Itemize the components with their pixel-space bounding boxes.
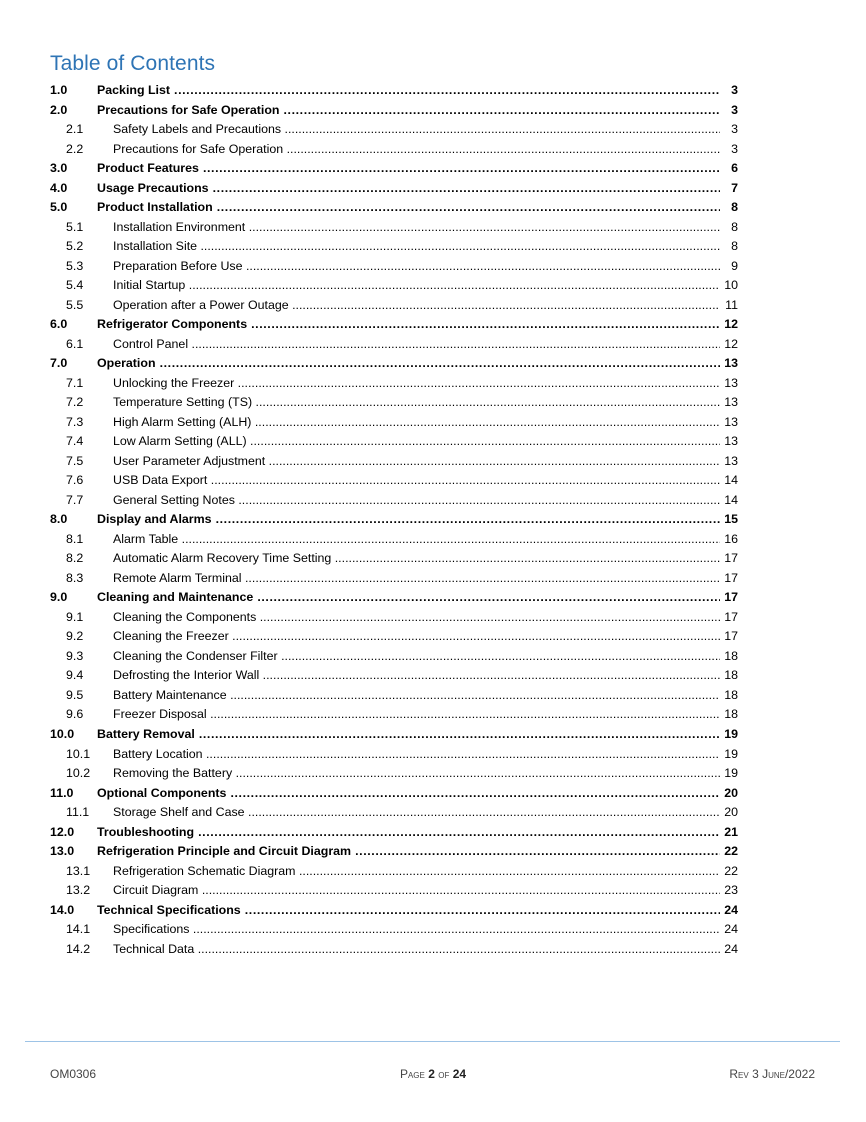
toc-entry-label: Preparation Before Use ..... xyxy=(113,257,720,277)
toc-entry-page: 13 xyxy=(724,434,738,449)
toc-entry-number: 4.0 xyxy=(50,180,68,195)
toc-entry-number: 6.1 xyxy=(66,336,84,351)
toc-entry-label: Specifications ..... xyxy=(113,920,720,940)
toc-entry[interactable] xyxy=(50,666,738,686)
toc-entry-page: 16 xyxy=(724,531,738,546)
toc-entry-number: 2.0 xyxy=(50,102,68,117)
toc-entry[interactable] xyxy=(50,276,738,296)
toc-entry[interactable] xyxy=(50,686,738,706)
toc-entry-number: 8.2 xyxy=(66,551,84,566)
toc-entry[interactable] xyxy=(50,842,738,862)
toc-entry-page: 10 xyxy=(724,278,738,293)
toc-entry[interactable] xyxy=(50,296,738,316)
toc-entry-label: High Alarm Setting (ALH) ..... xyxy=(113,413,720,433)
toc-entry[interactable] xyxy=(50,179,738,199)
toc-entry[interactable] xyxy=(50,549,738,569)
toc-entry[interactable] xyxy=(50,315,738,335)
toc-entry-label: Usage Precautions ..... xyxy=(97,179,720,199)
toc-entry-page: 3 xyxy=(731,122,738,137)
toc-entry-page: 18 xyxy=(724,648,738,663)
toc-entry[interactable] xyxy=(50,881,738,901)
toc-entry-label: Product Features ..... xyxy=(97,159,720,179)
toc-entry[interactable] xyxy=(50,530,738,550)
toc-entry-number: 9.1 xyxy=(66,609,84,624)
toc-entry-number: 7.1 xyxy=(66,375,84,390)
toc-entry-page: 21 xyxy=(724,824,738,839)
toc-entry-label: Initial Startup ..... xyxy=(113,276,720,296)
toc-entry[interactable] xyxy=(50,198,738,218)
toc-entry-number: 14.1 xyxy=(66,922,91,937)
toc-entry-label: Optional Components ..... xyxy=(97,784,720,804)
toc-entry[interactable] xyxy=(50,764,738,784)
toc-entry-page: 17 xyxy=(724,629,738,644)
toc-entry-number: 7.2 xyxy=(66,395,84,410)
toc-entry-page: 3 xyxy=(731,82,738,97)
toc-entry-label: Technical Data ..... xyxy=(113,940,720,960)
toc-entry-page: 13 xyxy=(724,356,738,371)
toc-entry-number: 11.0 xyxy=(50,785,74,800)
toc-entry-label: Defrosting the Interior Wall ..... xyxy=(113,666,720,686)
toc-entry[interactable] xyxy=(50,81,738,101)
toc-entry-label: Technical Specifications ..... xyxy=(97,901,720,921)
toc-entry-number: 9.3 xyxy=(66,648,84,663)
toc-entry[interactable] xyxy=(50,706,738,726)
toc-entry-label: Low Alarm Setting (ALL) ..... xyxy=(113,432,720,452)
toc-entry-label: Freezer Disposal ..... xyxy=(113,705,720,725)
toc-entry-page: 6 xyxy=(731,161,738,176)
toc-entry-page: 23 xyxy=(724,883,738,898)
toc-entry-number: 5.3 xyxy=(66,258,84,273)
toc-entry-number: 9.6 xyxy=(66,707,84,722)
toc-entry-number: 5.1 xyxy=(66,219,84,234)
toc-entry[interactable] xyxy=(50,784,738,804)
footer-divider xyxy=(25,1041,840,1042)
toc-entry-page: 22 xyxy=(724,844,738,859)
table-of-contents xyxy=(50,81,738,959)
footer-page-word: Page xyxy=(399,1067,425,1081)
toc-entry[interactable] xyxy=(50,823,738,843)
toc-entry-page: 13 xyxy=(724,395,738,410)
toc-entry[interactable] xyxy=(50,588,738,608)
toc-entry-label: User Parameter Adjustment ..... xyxy=(113,452,720,472)
toc-entry-label: Circuit Diagram ..... xyxy=(113,881,720,901)
toc-entry-label: Safety Labels and Precautions ..... xyxy=(113,120,720,140)
toc-entry-number: 13.2 xyxy=(66,883,91,898)
toc-entry-label: Cleaning the Components ..... xyxy=(113,608,720,628)
toc-entry[interactable] xyxy=(50,218,738,238)
toc-entry[interactable] xyxy=(50,354,738,374)
toc-entry-page: 7 xyxy=(731,180,738,195)
toc-entry-page: 17 xyxy=(724,570,738,585)
toc-entry[interactable] xyxy=(50,413,738,433)
toc-entry-page: 8 xyxy=(731,239,738,254)
toc-entry-page: 18 xyxy=(724,687,738,702)
toc-entry-label: Refrigeration Principle and Circuit Diagram ..... xyxy=(97,842,720,862)
toc-entry-number: 13.0 xyxy=(50,844,75,859)
toc-entry-number: 9.2 xyxy=(66,629,84,644)
toc-entry-number: 7.6 xyxy=(66,473,84,488)
toc-entry[interactable] xyxy=(50,101,738,121)
toc-entry-number: 7.7 xyxy=(66,492,84,507)
toc-entry-number: 5.4 xyxy=(66,278,84,293)
toc-entry-page: 24 xyxy=(724,922,738,937)
toc-entry-page: 12 xyxy=(724,336,738,351)
toc-entry-page: 17 xyxy=(724,590,738,605)
toc-entry[interactable] xyxy=(50,257,738,277)
toc-entry-number: 2.1 xyxy=(66,122,84,137)
toc-entry-label: Refrigeration Schematic Diagram ..... xyxy=(113,862,720,882)
toc-entry[interactable] xyxy=(50,120,738,140)
toc-entry-number: 9.0 xyxy=(50,590,68,605)
toc-entry[interactable] xyxy=(50,862,738,882)
toc-entry-page: 3 xyxy=(731,141,738,156)
toc-entry-page: 3 xyxy=(731,102,738,117)
toc-entry-label: Product Installation ..... xyxy=(97,198,720,218)
toc-entry[interactable] xyxy=(50,920,738,940)
toc-entry[interactable] xyxy=(50,901,738,921)
footer-revision: Rev 3 June/2022 xyxy=(729,1067,815,1081)
toc-entry-label: USB Data Export ..... xyxy=(113,471,720,491)
toc-entry-number: 10.0 xyxy=(50,727,75,741)
toc-entry-label: Battery Location ..... xyxy=(113,745,720,765)
toc-entry-label: Display and Alarms ..... xyxy=(97,510,720,530)
toc-entry-number: 6.0 xyxy=(50,317,68,332)
toc-entry-label: Battery Maintenance ..... xyxy=(113,686,720,706)
toc-entry[interactable] xyxy=(50,432,738,452)
toc-entry[interactable] xyxy=(50,237,738,257)
toc-entry-label: Alarm Table ..... xyxy=(113,530,720,550)
toc-entry-number: 5.2 xyxy=(66,239,84,254)
toc-entry-label: Troubleshooting ..... xyxy=(97,823,720,843)
toc-entry[interactable] xyxy=(50,627,738,647)
toc-entry-page: 19 xyxy=(724,746,738,761)
toc-entry-number: 13.1 xyxy=(66,863,91,878)
toc-entry-label: Cleaning the Condenser Filter ..... xyxy=(113,647,720,667)
toc-entry-number: 8.3 xyxy=(66,570,84,585)
toc-entry-label: Packing List ..... xyxy=(97,81,720,101)
toc-entry-page: 22 xyxy=(724,863,738,878)
toc-entry-page: 8 xyxy=(731,219,738,234)
toc-entry[interactable] xyxy=(50,608,738,628)
toc-entry[interactable] xyxy=(50,569,738,589)
toc-entry-page: 19 xyxy=(724,766,738,781)
toc-entry[interactable] xyxy=(50,335,738,355)
toc-entry-page: 24 xyxy=(724,941,738,956)
toc-entry-number: 8.0 xyxy=(50,512,68,527)
toc-entry-label: Automatic Alarm Recovery Time Setting ..... xyxy=(113,549,720,569)
footer-page-total: 24 xyxy=(452,1067,467,1081)
toc-entry-number: 10.1 xyxy=(66,746,91,761)
toc-entry-label: Cleaning the Freezer ..... xyxy=(113,627,720,647)
toc-entry-number: 7.4 xyxy=(66,434,84,449)
toc-entry-number: 7.0 xyxy=(50,356,68,371)
toc-entry-label: Precautions for Safe Operation ..... xyxy=(113,140,720,160)
toc-entry-label: Installation Site ..... xyxy=(113,237,720,257)
toc-entry[interactable] xyxy=(50,803,738,823)
toc-entry-page: 19 xyxy=(724,727,738,741)
toc-entry[interactable] xyxy=(50,374,738,394)
toc-entry-label: Remote Alarm Terminal ..... xyxy=(113,569,720,589)
toc-entry-number: 11.1 xyxy=(66,805,90,820)
footer-doc-code: OM0306 xyxy=(50,1067,97,1081)
toc-entry-page: 14 xyxy=(724,492,738,507)
toc-entry-number: 9.5 xyxy=(66,687,84,702)
toc-entry-page: 24 xyxy=(724,902,738,917)
toc-entry-number: 7.3 xyxy=(66,414,84,429)
toc-entry-page: 18 xyxy=(724,668,738,683)
toc-title: Table of Contents xyxy=(50,52,216,75)
toc-entry-number: 5.0 xyxy=(50,200,68,215)
toc-entry-number: 8.1 xyxy=(66,531,84,546)
toc-entry[interactable] xyxy=(50,471,738,491)
footer-page-of: of xyxy=(438,1067,450,1081)
toc-entry-page: 20 xyxy=(724,785,738,800)
toc-entry-page: 17 xyxy=(724,609,738,624)
footer-page-current: 2 xyxy=(428,1067,435,1081)
toc-entry-label: Installation Environment ..... xyxy=(113,218,720,238)
toc-entry-page: 18 xyxy=(724,707,738,722)
toc-entry[interactable] xyxy=(50,393,738,413)
toc-entry-number: 9.4 xyxy=(66,668,84,683)
toc-entry-page: 17 xyxy=(724,551,738,566)
toc-entry-label: Control Panel ..... xyxy=(113,335,720,355)
toc-entry-number: 14.2 xyxy=(66,941,91,956)
toc-entry-number: 7.5 xyxy=(66,453,84,468)
toc-entry-number: 1.0 xyxy=(50,82,68,97)
toc-entry-number: 10.2 xyxy=(66,766,91,781)
toc-entry[interactable] xyxy=(50,745,738,765)
toc-entry-page: 11 xyxy=(725,297,738,312)
toc-entry-label: General Setting Notes ..... xyxy=(113,491,720,511)
toc-entry-page: 9 xyxy=(731,258,738,273)
toc-entry[interactable] xyxy=(50,159,738,179)
toc-entry[interactable] xyxy=(50,647,738,667)
toc-entry-label: Operation after a Power Outage ..... xyxy=(113,296,720,316)
toc-entry[interactable] xyxy=(50,510,738,530)
toc-entry-number: 12.0 xyxy=(50,824,75,839)
toc-entry-page: 12 xyxy=(724,317,738,332)
toc-entry-number: 3.0 xyxy=(50,161,68,176)
toc-entry[interactable] xyxy=(50,140,738,160)
toc-entry-label: Removing the Battery ..... xyxy=(113,764,720,784)
toc-entry-label: Temperature Setting (TS) ..... xyxy=(113,393,720,413)
toc-entry-label: Unlocking the Freezer ..... xyxy=(113,374,720,394)
toc-entry-label: Cleaning and Maintenance ..... xyxy=(97,588,720,608)
toc-entry-label: Battery Removal ..... xyxy=(97,725,720,745)
toc-entry[interactable] xyxy=(50,491,738,511)
toc-entry-page: 13 xyxy=(724,453,738,468)
toc-entry-label: Operation ..... xyxy=(97,354,720,374)
toc-entry-number: 2.2 xyxy=(66,141,84,156)
toc-entry[interactable] xyxy=(50,725,738,745)
toc-entry-label: Refrigerator Components ..... xyxy=(97,315,720,335)
toc-entry-label: Precautions for Safe Operation ..... xyxy=(97,101,720,121)
toc-entry-label: Storage Shelf and Case ..... xyxy=(113,803,720,823)
toc-entry-page: 13 xyxy=(724,375,738,390)
toc-entry[interactable] xyxy=(50,452,738,472)
toc-entry-page: 13 xyxy=(724,414,738,429)
toc-entry-page: 14 xyxy=(724,473,738,488)
toc-entry[interactable] xyxy=(50,940,738,960)
toc-entry-number: 14.0 xyxy=(50,902,75,917)
toc-entry-page: 20 xyxy=(724,805,738,820)
toc-entry-page: 8 xyxy=(731,200,738,215)
toc-entry-number: 5.5 xyxy=(66,297,84,312)
toc-entry-page: 15 xyxy=(724,512,738,527)
